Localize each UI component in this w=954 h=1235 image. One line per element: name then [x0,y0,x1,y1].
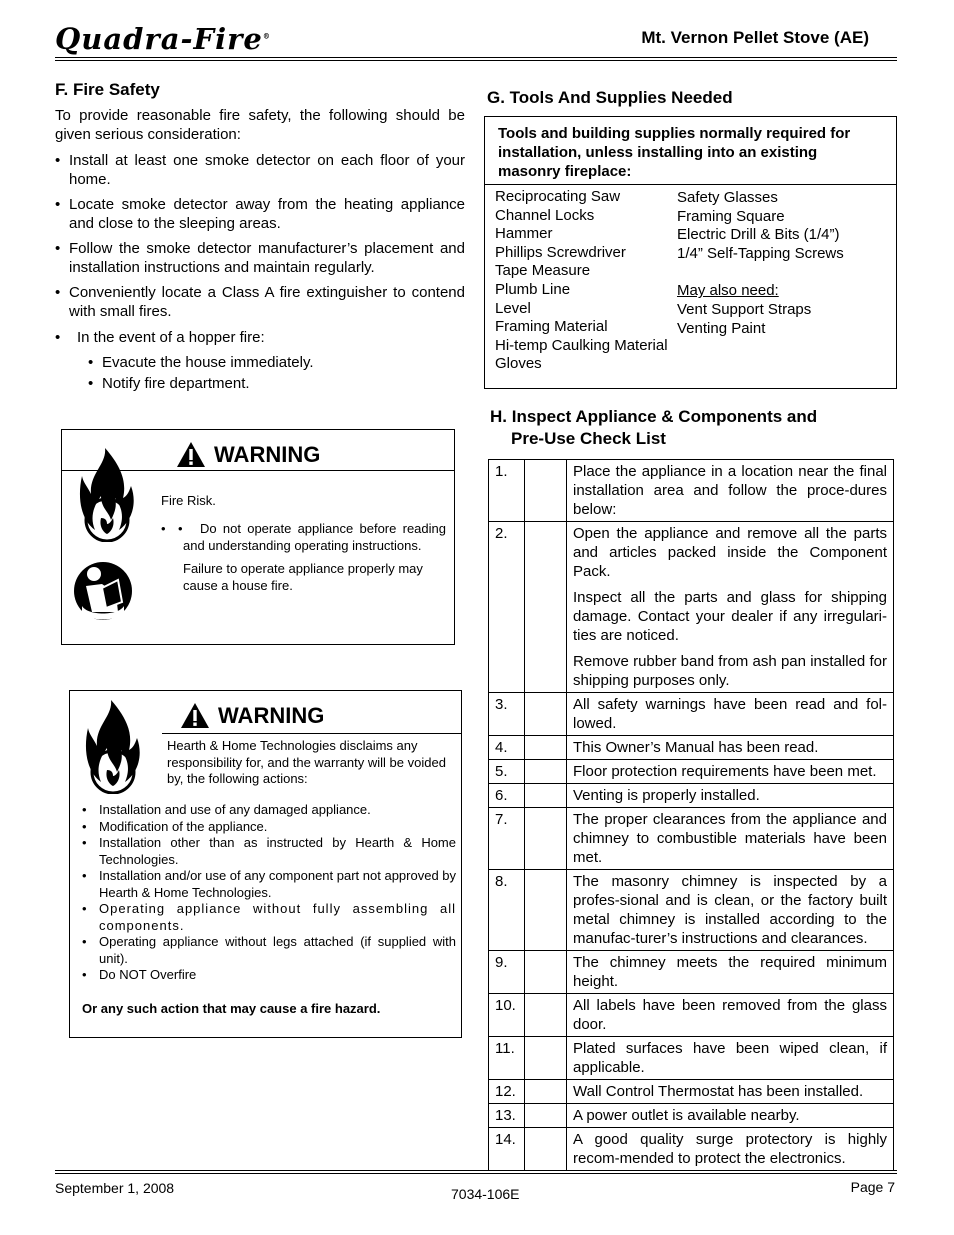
checklist-row [489,522,894,693]
footer-rule [55,1173,897,1174]
checklist-row [489,760,894,784]
checklist-row [489,693,894,736]
checklist-paragraph: All labels have been removed from the glass door. [573,997,887,1033]
warning-box-disclaimer [69,690,462,1038]
checklist-checkbox-cell [525,951,567,994]
checklist-checkbox-cell [525,1104,567,1128]
checklist-checkbox-cell [525,784,567,808]
checklist-paragraph: The masonry chimney is inspected by a profes-sional and is clean, or the factory built metal chimney is installed according to the manufac-turer’s instructions and clearances. [573,873,887,947]
tool-item: 1/4” Self-Tapping Screws [677,244,844,262]
tool-item: Framing Material [495,318,608,336]
checklist-paragraph: Remove rubber band from ash pan installed for shipping purposes only. [573,653,887,689]
checklist-text [567,951,894,994]
checklist-body [489,460,894,1171]
warning2-bullet: • Installation and use of any damaged appliance. [82,802,456,819]
tool-item: Level [495,299,531,317]
checklist-text [567,1128,894,1171]
checklist-paragraph: Inspect all the parts and glass for shipping damage. Contact your dealer if any irregulari-ties are noticed. [573,589,887,644]
checklist-checkbox-cell [525,808,567,870]
checklist-text [567,784,894,808]
checklist-number: 2. [489,522,525,693]
checklist-paragraph: Wall Control Thermostat has been installed. [573,1083,864,1100]
tool-item: Hi-temp Caulking Material [495,336,668,354]
checklist-row [489,994,894,1037]
tool-item: Gloves [495,355,542,373]
tool-item: Hammer [495,225,553,243]
checklist-text [567,994,894,1037]
warning1-list [161,521,446,594]
fire-safety-heading: F. Fire Safety [55,80,160,99]
checklist-text [567,522,894,693]
may-also-need-label: May also need: [677,282,779,300]
tools-heading: G. Tools And Supplies Needed [487,88,733,107]
warning2-bullet: • Modification of the appliance. [82,819,456,836]
checklist-paragraph: This Owner’s Manual has been read. [573,739,819,756]
checklist-number: 4. [489,736,525,760]
checklist-checkbox-cell [525,522,567,693]
tool-item: Venting Paint [677,319,766,337]
checklist-text [567,808,894,870]
fire-risk-label: Fire Risk. [161,493,216,508]
warning-title [176,441,320,468]
warning-box-fire-risk [61,429,455,645]
checklist-row [489,1080,894,1104]
inspect-heading-line: Pre-Use Check List [511,429,666,448]
checklist-row [489,1128,894,1171]
tool-item: Reciprocating Saw [495,188,621,205]
tool-item: Framing Square [677,207,785,225]
tool-item: Vent Support Straps [677,300,812,318]
checklist-text [567,1080,894,1104]
checklist-number: 10. [489,994,525,1037]
tools-column-1 [495,188,668,374]
flame-icon [77,446,137,542]
warning-title [180,702,324,729]
checklist-paragraph: All safety warnings have been read and fol-lowed. [573,696,887,732]
fire-safety-sub-bullet: • Evacute the house immediately. [88,353,465,372]
warning2-bullet: • Installation and/or use of any component part not approved by Hearth & Home Technologies. [82,868,456,901]
checklist-paragraph: A power outlet is available nearby. [573,1107,800,1124]
warning2-list [82,802,456,1017]
fire-safety-intro: To provide reasonable fire safety, the following should be given serious consideration: [55,107,465,143]
checklist-number: 3. [489,693,525,736]
header-rule-thin [55,60,897,61]
checklist-paragraph: The proper clearances from the appliance and chimney to combustible materials have been met. [573,811,887,866]
flame-icon [83,698,143,794]
fire-safety-bullet: • Install at least one smoke detector on each floor of your home. [55,151,465,189]
footer-doc-number: 7034-106E [451,1186,520,1202]
registered-mark: ® [262,31,271,41]
read-manual-icon [72,546,134,636]
checklist-table [488,459,894,1171]
tools-column-2 [677,189,844,338]
footer-page-number: Page 7 [850,1179,895,1195]
checklist-number: 7. [489,808,525,870]
checklist-checkbox-cell [525,460,567,522]
checklist-checkbox-cell [525,994,567,1037]
checklist-row [489,784,894,808]
checklist-paragraph: A good quality surge protectory is highly recom-mended to protect the electronics. [573,1131,887,1167]
warning2-bullet: • Do NOT Overfire [82,967,456,984]
checklist-text [567,1037,894,1080]
checklist-paragraph: Floor protection requirements have been met. [573,763,877,780]
header-rule [55,57,897,58]
tools-box [484,116,897,389]
checklist-row [489,870,894,951]
checklist-number: 1. [489,460,525,522]
tools-box-rule [485,184,896,185]
checklist-row [489,808,894,870]
tool-item: Safety Glasses [677,189,778,206]
warning-triangle-icon [176,441,206,468]
checklist-number: 12. [489,1080,525,1104]
checklist-checkbox-cell [525,693,567,736]
checklist-checkbox-cell [525,870,567,951]
checklist-number: 9. [489,951,525,994]
checklist-checkbox-cell [525,1080,567,1104]
fire-safety-bullet: • Follow the smoke detector manufacturer’s placement and installation instructions and maintain regularly. [55,239,465,277]
checklist-text [567,870,894,951]
inspect-heading [490,406,817,450]
warning-triangle-icon [180,702,210,729]
checklist-number: 6. [489,784,525,808]
footer-rule-thin [55,1170,897,1171]
document-title: Mt. Vernon Pellet Stove (AE) [641,28,869,47]
checklist-row [489,951,894,994]
fire-safety-bullet: • In the event of a hopper fire: [55,328,465,347]
checklist-number: 8. [489,870,525,951]
fire-safety-section [55,106,465,393]
warning1-note: Failure to operate appliance properly may cause a house fire. [183,561,423,593]
footer-date: September 1, 2008 [55,1180,175,1196]
checklist-paragraph: Venting is properly installed. [573,787,760,804]
tool-item: Phillips Screwdriver [495,243,626,261]
checklist-number: 5. [489,760,525,784]
fire-safety-bullet: • Conveniently locate a Class A fire extinguisher to contend with small fires. [55,283,465,321]
checklist-text [567,1104,894,1128]
tool-item: Tape Measure [495,262,591,280]
warning1-bullet: • • Do not operate appliance before reading and understanding operating instructions. [161,521,446,554]
checklist-number: 13. [489,1104,525,1128]
brand-logo-text: Quadra-Fire [55,22,263,56]
checklist-number: 14. [489,1128,525,1171]
brand-logo [55,22,271,56]
inspect-heading-line: H. Inspect Appliance & Components and [490,407,818,426]
tool-item: Electric Drill & Bits (1/4”) [677,226,840,244]
checklist-number: 11. [489,1037,525,1080]
warning-title-text: WARNING [218,702,325,728]
checklist-checkbox-cell [525,1037,567,1080]
tool-item: Channel Locks [495,206,595,224]
warning-title-text: WARNING [214,441,321,467]
checklist-text [567,736,894,760]
checklist-text [567,760,894,784]
checklist-checkbox-cell [525,760,567,784]
warning2-bullet: • Operating appliance without fully assembling all components. [82,901,456,934]
warning-title-rule [162,733,462,734]
checklist-row [489,1037,894,1080]
warning2-closing: Or any such action that may cause a fire hazard. [82,1000,381,1016]
tools-box-heading: Tools and building supplies normally required for installation, unless installing into an existing masonry fireplace: [498,125,851,180]
checklist-checkbox-cell [525,736,567,760]
checklist-paragraph: The chimney meets the required minimum height. [573,954,887,990]
checklist-paragraph: Plated surfaces have been wiped clean, if applicable. [573,1040,887,1076]
tool-item: Plumb Line [495,280,571,298]
checklist-paragraph: Open the appliance and remove all the parts and articles packed inside the Component Pack. [573,525,887,580]
warning2-bullet: • Operating appliance without legs attached (if supplied with unit). [82,934,456,967]
checklist-row [489,1104,894,1128]
checklist-row [489,460,894,522]
fire-safety-sub-bullet: • Notify fire department. [88,374,465,393]
warning2-intro: Hearth & Home Technologies disclaims any responsibility for, and the warranty will be voided by, the following actions: [167,738,446,786]
checklist-text [567,693,894,736]
warning2-bullet: • Installation other than as instructed by Hearth & Home Technologies. [82,835,456,868]
checklist-checkbox-cell [525,1128,567,1171]
checklist-row [489,736,894,760]
checklist-text [567,460,894,522]
checklist-paragraph: Place the appliance in a location near the final installation area and follow the proce-dures below: [573,463,887,518]
fire-safety-bullet: • Locate smoke detector away from the heating appliance and close to the sleeping areas. [55,195,465,233]
